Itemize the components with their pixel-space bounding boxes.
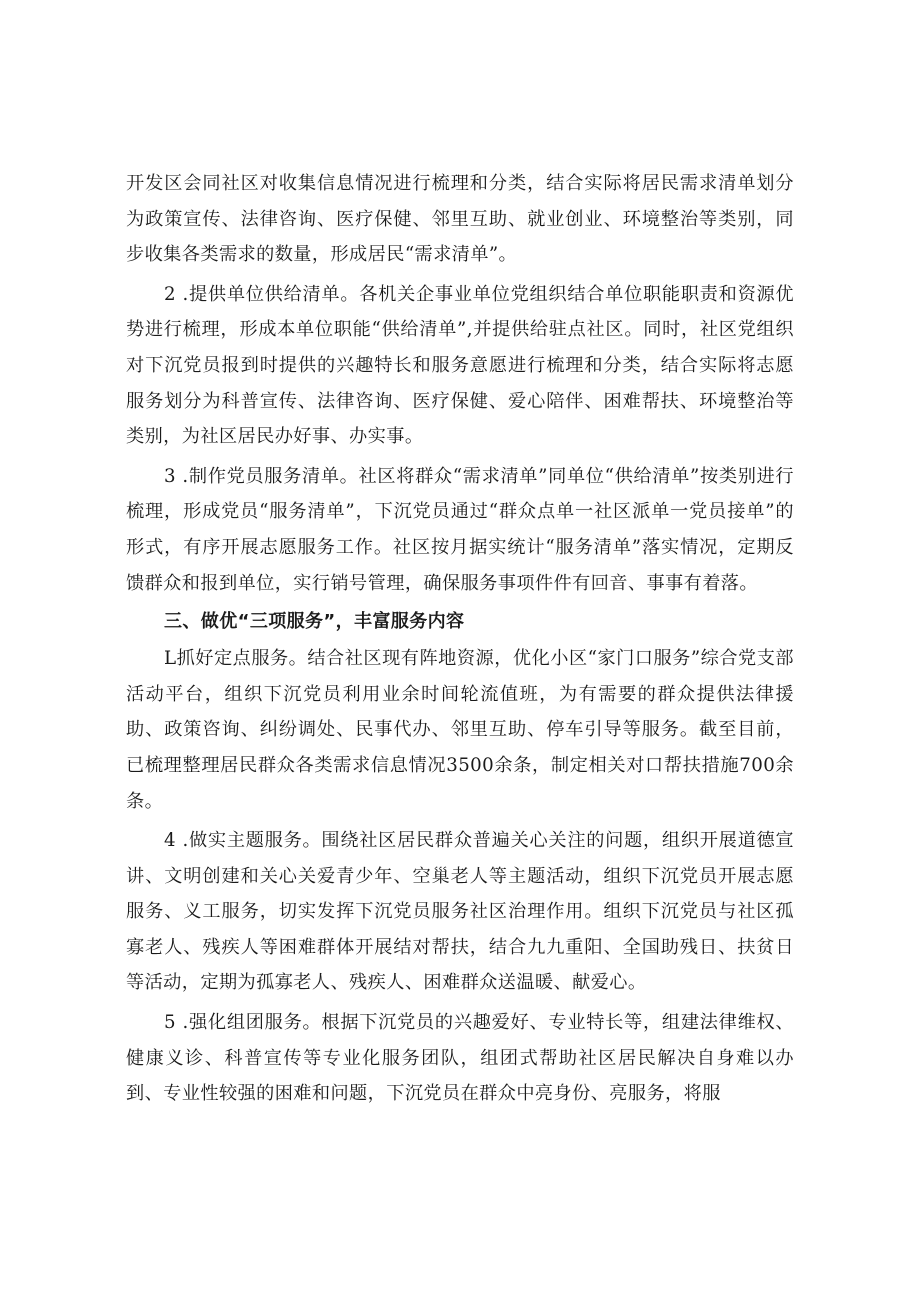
paragraph-fixed-point-service: L抓好定点服务。结合社区现有阵地资源，优化小区“家门口服务”综合党支部活动平台，组织下沉党员利用业余时间轮流值班，为有需要的群众提供法律援助、政策咨询、纠纷调处、民事代办、邻里互助、停车引导等服务。截至目前，已梳理整理居民群众各类需求信息情况3500余条，制定相关对口帮扶措施700余条。	[126, 648, 794, 812]
paragraph-supply-list: 2 .提供单位供给清单。各机关企事业单位党组织结合单位职能职责和资源优势进行梳理，形成本单位职能“供给清单”,并提供给驻点社区。同时，社区党组织对下沉党员报到时提供的兴趣特长和服务意愿进行梳理和分类，结合实际将志愿服务划分为科普宣传、法律咨询、医疗保健、爱心陪伴、困难帮扶、环境整治等类别，为社区居民办好事、办实事。	[126, 283, 794, 448]
section-heading-three-services: 三、做优“三项服务”，丰富服务内容	[164, 611, 465, 633]
paragraph-demand-list-continued: 开发区会同社区对收集信息情况进行梳理和分类，结合实际将居民需求清单划分为政策宣传、法律咨询、医疗保健、邻里互助、就业创业、环境整治等类别，同步收集各类需求的数量，形成居民“需求清单”。	[126, 173, 794, 266]
paragraph-service-list: 3 .制作党员服务清单。社区将群众“需求清单”同单位“供给清单”按类别进行梳理，形成党员“服务清单”，下沉党员通过“群众点单一社区派单一党员接单”的形式，有序开展志愿服务工作。社区按月据实统计“服务清单”落实情况，定期反馈群众和报到单位，实行销号管理，确保服务事项件件有回音、事事有着落。	[126, 465, 794, 594]
paragraph-group-service: 5 .强化组团服务。根据下沉党员的兴趣爱好、专业特长等，组建法律维权、健康义诊、科普宣传等专业化服务团队，组团式帮助社区居民解决自身难以办到、专业性较强的困难和问题，下沉党员在群众中亮身份、亮服务，将服	[126, 1012, 794, 1105]
document-body	[126, 166, 794, 1112]
paragraph-theme-service: 4 .做实主题服务。围绕社区居民群众普遍关心关注的问题，组织开展道德宣讲、文明创建和关心关爱青少年、空巢老人等主题活动，组织下沉党员开展志愿服务、义工服务，切实发挥下沉党员服务社区治理作用。组织下沉党员与社区孤寡老人、残疾人等困难群体开展结对帮扶，结合九九重阳、全国助残日、扶贫日等活动，定期为孤寡老人、残疾人、困难群众送温暖、献爱心。	[126, 830, 794, 994]
